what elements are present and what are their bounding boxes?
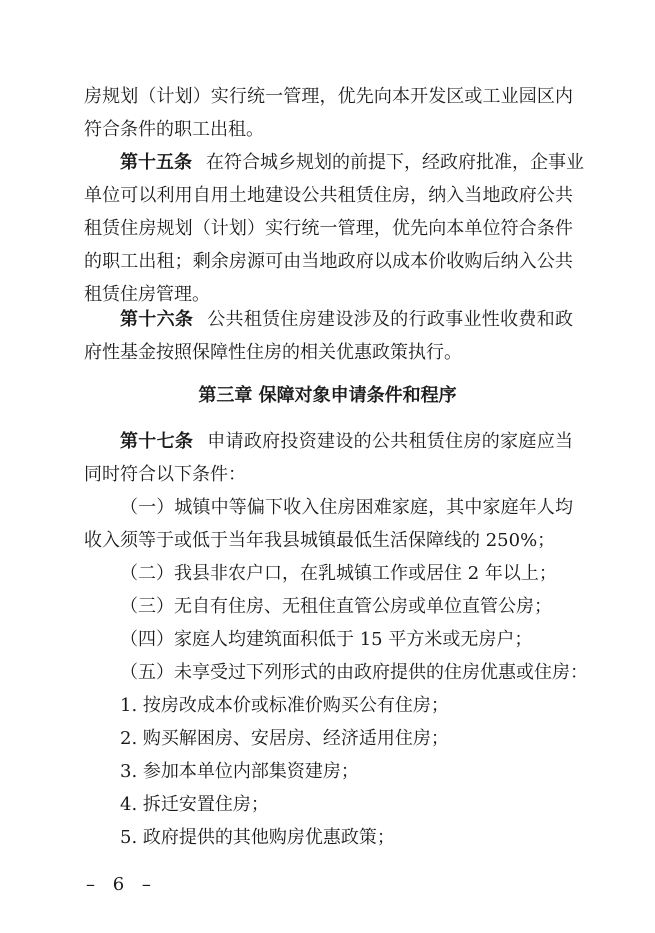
sub-item-2: 2. 购买解困房、安居房、经济适用住房； <box>120 728 449 749</box>
body-text-line: 符合条件的职工出租。 <box>84 119 264 140</box>
body-text-line: 房规划（计划）实行统一管理，优先向本开发区或工业园区内 <box>84 86 573 107</box>
condition-item-1: （一）城镇中等偏下收入住房困难家庭，其中家庭年人均 <box>120 497 573 518</box>
article-16-heading: 第十六条 <box>120 309 194 330</box>
condition-item-5: （五）未享受过下列形式的由政府提供的住房优惠或住房： <box>120 662 588 683</box>
article-15-text: 在符合城乡规划的前提下，经政府批准，企事业 <box>206 152 584 173</box>
sub-item-4: 4. 拆迁安置住房； <box>120 794 269 815</box>
condition-item-3: （三）无自有住房、无租住直管公房或单位直管公房； <box>120 596 552 617</box>
article-15-first-line <box>120 152 584 173</box>
body-text-line: 租赁住房管理。 <box>84 284 210 305</box>
body-text-line: 府性基金按照保障性住房的相关优惠政策执行。 <box>84 342 462 363</box>
condition-item-4: （四）家庭人均建筑面积低于 15 平方米或无房户； <box>120 629 533 650</box>
page-number: – 6 – <box>86 874 157 895</box>
body-text-line: 的职工出租；剩余房源可由当地政府以成本价收购后纳入公共 <box>84 251 573 272</box>
article-17-text: 申请政府投资建设的公共租赁住房的家庭应当 <box>207 431 573 452</box>
condition-item-2: （二）我县非农户口，在乳城镇工作或居住 2 年以上； <box>120 563 557 584</box>
body-text-line: 同时符合以下条件： <box>84 464 246 485</box>
body-text-line: 租赁住房规划（计划）实行统一管理，优先向本单位符合条件 <box>84 218 573 239</box>
article-17-first-line <box>120 433 573 451</box>
article-15-heading: 第十五条 <box>120 152 192 173</box>
sub-item-1: 1. 按房改成本价或标准价购买公有住房； <box>120 695 449 716</box>
article-17-heading: 第十七条 <box>120 431 194 452</box>
body-text-line: 单位可以利用自用土地建设公共租赁住房，纳入当地政府公共 <box>84 185 573 206</box>
sub-item-3: 3. 参加本单位内部集资建房； <box>120 761 359 782</box>
article-16-text: 公共租赁住房建设涉及的行政事业性收费和政 <box>207 309 573 330</box>
sub-item-5: 5. 政府提供的其他购房优惠政策； <box>120 827 395 848</box>
chapter-title: 第三章 保障对象申请条件和程序 <box>198 385 457 406</box>
body-text-line: 收入须等于或低于当年我县城镇最低生活保障线的 250%； <box>84 530 556 551</box>
article-16-first-line <box>120 311 573 329</box>
